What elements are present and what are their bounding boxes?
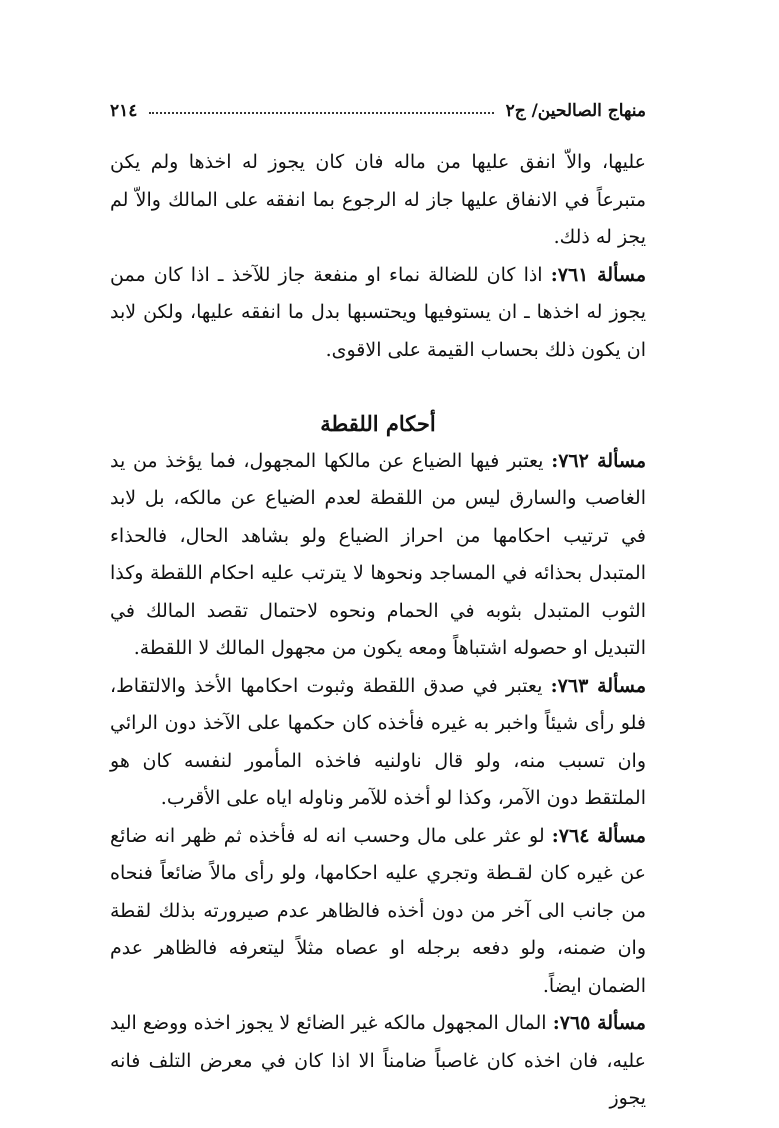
issue-number: مسألة ٧٦١: <box>550 263 647 286</box>
issue-paragraph <box>110 668 646 818</box>
issue-paragraph <box>110 1005 646 1118</box>
dotted-leader <box>149 112 493 114</box>
paragraph-text: اذا كان للضالة نماء او منفعة جاز للآخذ ـ اذا كان ممن يجوز له اخذها ـ ان يستوفيها ويحتسبها بدل ما انفقه عليها، ولكن لابد ان يكون ذلك بحساب القيمة على الاقوى. <box>110 263 646 361</box>
paragraph-text: المال المجهول مالكه غير الضائع لا يجوز اخذه ووضع اليد عليه، فان اخذه كان غاصباً ضامناً الا اذا كان في معرض التلف فانه يجوز <box>110 1012 646 1109</box>
page-body <box>110 144 646 1118</box>
page-header <box>110 96 646 126</box>
issue-number: مسألة ٧٦٣: <box>550 674 647 697</box>
paragraph-text: عليها، والاّ انفق عليها من ماله فان كان يجوز له اخذها ولم يكن متبرعاً في الانفاق عليها جاز له الرجوع بما انفقه على المالك والاّ لم يجز له ذلك. <box>110 151 646 248</box>
paragraph <box>110 144 646 257</box>
paragraph-text: يعتبر فيها الضياع عن مالكها المجهول، فما يؤخذ من يد الغاصب والسارق ليس من اللقطة لعدم الضياع عن مالكه، بل لابد في ترتيب احكامها من احراز الضياع ولو بشاهد الحال، فالحذاء المتبدل بحذائه في المساجد ونحوها لا يترتب عليه احكام اللقطة وكذا الثوب المتبدل بثوبه في الحمام ونحوه لاحتمال تقصد المالك في التبديل او حصوله اشتباهاً ومعه يكون من مجهول المالك لا اللقطة. <box>110 449 646 659</box>
paragraph-text: يعتبر في صدق اللقطة وثبوت احكامها الأخذ والالتقاط، فلو رأى شيئاً واخبر به غيره فأخذه كان حكمها على الآخذ دون الرائي وان تسبب منه، ولو قال ناولنيه فاخذه المأمور لنفسه كان هو الملتقط دون الآمر، وكذا لو أخذه للآمر وناوله اياه على الأقرب. <box>110 674 646 809</box>
issue-paragraph <box>110 818 646 1006</box>
paragraph-text: لو عثر على مال وحسب انه له فأخذه ثم ظهر انه ضائع عن غيره كان لقـطة وتجري عليه احكامها، ولو رأى مالاً ضائعاً فنحاه من جانب الى آخر من دون أخذه فالظاهر عدم صيرورته بذلك لقطة وان ضمنه، ولو دفعه برجله او عصاه مثلاً ليتعرفه فالظاهر عدم الضمان ايضاً. <box>110 824 646 997</box>
issue-paragraph <box>110 257 646 370</box>
section-heading: أحكام اللقطة <box>320 411 436 436</box>
issue-number: مسألة ٧٦٢: <box>551 449 646 472</box>
page-number: ٢١٤ <box>110 101 138 121</box>
issue-paragraph <box>110 443 646 668</box>
issue-number: مسألة ٧٦٥: <box>552 1012 646 1034</box>
issue-number: مسألة ٧٦٤: <box>551 824 646 847</box>
running-title: منهاج الصالحين/ ج٢ <box>505 101 646 121</box>
